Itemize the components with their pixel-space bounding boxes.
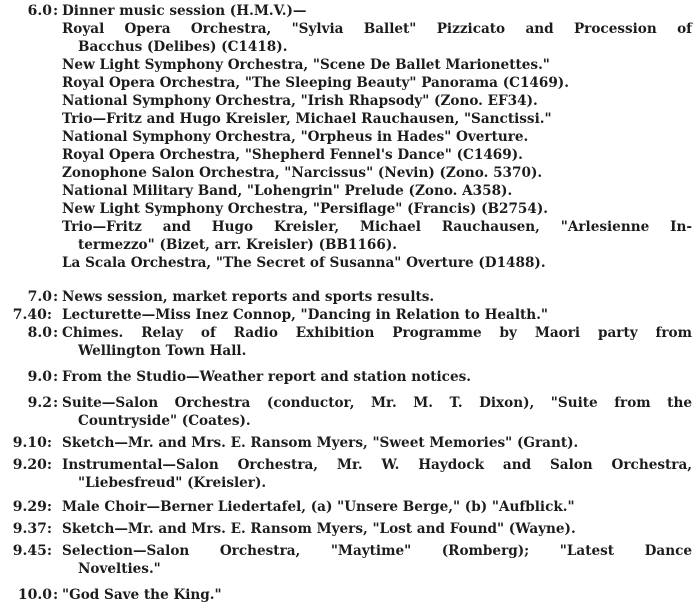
entry-line: Sketch—Mr. and Mrs. E. Ransom Myers, "Sweet Memories" (Grant). [62, 435, 579, 451]
entry-time: 9.2 [27, 395, 52, 411]
entry-text [62, 520, 692, 538]
entry-line: Selection—Salon Orchestra, "Maytime" (Romberg); "Latest Dance [62, 543, 692, 559]
entry-line: Royal Opera Orchestra, "Shepherd Fennel's Dance" (C1469). [62, 147, 523, 163]
entry-line: Wellington Town Hall. [78, 343, 247, 359]
entry-line: Dinner music session (H.M.V.)— [62, 3, 307, 19]
entry-text [62, 586, 692, 604]
entry-line: Trio—Fritz and Hugo Kreisler, Michael Rauchausen, "Sanctissi." [62, 111, 552, 127]
entry-text [62, 368, 692, 386]
entry-line: From the Studio—Weather report and station notices. [62, 369, 471, 385]
entry-time: 9.20: [12, 457, 52, 473]
entry-colon: : [53, 587, 59, 603]
entry-text [62, 306, 692, 324]
entry-line: Royal Opera Orchestra, "The Sleeping Beauty" Panorama (C1469). [62, 75, 569, 91]
entry-line: News session, market reports and sports results. [62, 289, 435, 305]
entry-text [62, 394, 692, 430]
entry-text [62, 288, 692, 306]
entry-line: National Symphony Orchestra, "Irish Rhapsody" (Zono. EF34). [62, 93, 538, 109]
entry-line: National Military Band, "Lohengrin" Prelude (Zono. A358). [62, 183, 513, 199]
entry-line: "Liebesfreud" (Kreisler). [78, 475, 267, 491]
entry-line: National Symphony Orchestra, "Orpheus in Hades" Overture. [62, 129, 529, 145]
entry-line: Trio—Fritz and Hugo Kreisler, Michael Rauchausen, "Arlesienne In- [62, 219, 692, 235]
entry-text [62, 2, 692, 272]
entry-line: Sketch—Mr. and Mrs. E. Ransom Myers, "Lost and Found" (Wayne). [62, 521, 576, 537]
entry-time: 7.0 [27, 289, 52, 305]
entry-text [62, 434, 692, 452]
entry-text [62, 456, 692, 492]
entry-colon: : [53, 369, 59, 385]
entry-time: 6.0 [27, 3, 52, 19]
entry-colon: : [53, 289, 59, 305]
entry-line: Suite—Salon Orchestra (conductor, Mr. M. T. Dixon), "Suite from the [62, 395, 692, 411]
entry-line: Bacchus (Delibes) (C1418). [78, 39, 288, 55]
entry-line: Royal Opera Orchestra, "Sylvia Ballet" Pizzicato and Procession of [62, 21, 692, 37]
entry-line: Instrumental—Salon Orchestra, Mr. W. Haydock and Salon Orchestra, [62, 457, 692, 473]
entry-line: Novelties." [78, 561, 161, 577]
entry-time: 9.0 [27, 369, 52, 385]
entry-line: Zonophone Salon Orchestra, "Narcissus" (Nevin) (Zono. 5370). [62, 165, 543, 181]
entry-line: Chimes. Relay of Radio Exhibition Programme by Maori party from [62, 325, 692, 341]
entry-time: 9.37: [12, 521, 52, 537]
entry-time: 9.10: [12, 435, 52, 451]
entry-time: 10.0 [17, 587, 52, 603]
entry-line: New Light Symphony Orchestra, "Scene De Ballet Marionettes." [62, 57, 550, 73]
entry-time: 7.40: [12, 307, 52, 323]
entry-colon: : [53, 3, 59, 19]
entry-line: La Scala Orchestra, "The Secret of Susanna" Overture (D1488). [62, 255, 546, 271]
entry-line: termezzo" (Bizet, arr. Kreisler) (BB1166). [78, 237, 397, 253]
entry-colon: : [53, 325, 59, 341]
entry-time: 9.45: [12, 543, 52, 559]
entry-line: Male Choir—Berner Liedertafel, (a) "Unsere Berge," (b) "Aufblick." [62, 499, 575, 515]
entry-line: Lecturette—Miss Inez Connop, "Dancing in Relation to Health." [62, 307, 549, 323]
entry-time: 8.0 [27, 325, 52, 341]
entry-line: New Light Symphony Orchestra, "Persiflage" (Francis) (B2754). [62, 201, 548, 217]
entry-text [62, 324, 692, 360]
entry-text [62, 542, 692, 578]
entry-line: "God Save the King." [62, 587, 222, 603]
entry-line: Countryside" (Coates). [78, 413, 251, 429]
entry-text [62, 498, 692, 516]
entry-colon: : [53, 395, 59, 411]
entry-time: 9.29: [12, 499, 52, 515]
